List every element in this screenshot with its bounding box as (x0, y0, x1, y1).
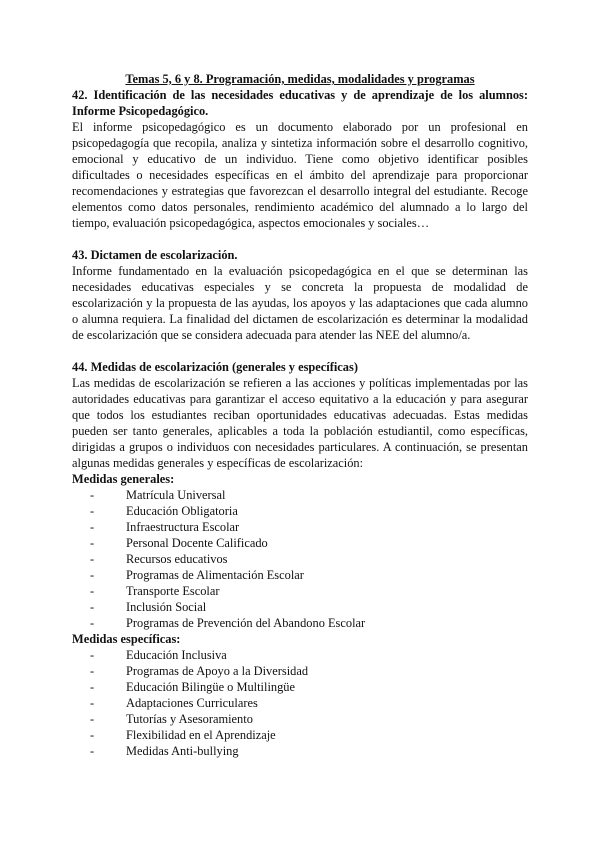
section-43-heading: 43. Dictamen de escolarización. (72, 248, 238, 262)
list-item: - Programas de Alimentación Escolar (90, 567, 528, 583)
list-item: - Transporte Escolar (90, 583, 528, 599)
list-item: - Adaptaciones Curriculares (90, 695, 528, 711)
specific-measures-label: Medidas específicas: (72, 632, 181, 646)
list-item: - Programas de Prevención del Abandono Escolar (90, 615, 528, 631)
list-item: - Infraestructura Escolar (90, 519, 528, 535)
specific-measures-list (72, 647, 528, 759)
list-item: - Personal Docente Calificado (90, 535, 528, 551)
section-43-body: Informe fundamentado en la evaluación psicopedagógica en el que se determinan las necesidades educativas especiales y se concreta la propuesta de modalidad de escolarización y la propuesta de las ayudas, los apoyos y las adaptaciones que cada alumno o alumna requiera. La finalidad del dictamen de escolarización es determinar la modalidad de escolarización que se considera adecuada para atender las NEE del alumno/a. (72, 264, 528, 342)
general-measures-label: Medidas generales: (72, 472, 175, 486)
list-item: - Educación Bilingüe o Multilingüe (90, 679, 528, 695)
list-item: - Inclusión Social (90, 599, 528, 615)
list-item: - Educación Inclusiva (90, 647, 528, 663)
list-item: - Matrícula Universal (90, 487, 528, 503)
general-measures-list (72, 487, 528, 631)
list-item: - Tutorías y Asesoramiento (90, 711, 528, 727)
spacer (72, 231, 528, 247)
list-item: - Medidas Anti-bullying (90, 743, 528, 759)
section-42-heading: 42. Identificación de las necesidades educativas y de aprendizaje de los alumnos: Informe Psicopedagógico. (72, 88, 528, 118)
section-44-body: Las medidas de escolarización se refieren a las acciones y políticas implementadas por las autoridades educativas para garantizar el acceso equitativo a la educación y para asegurar que todos los estudiantes reciban oportunidades educativas adecuadas. Estas medidas pueden ser tanto generales, aplicables a toda la población estudiantil, como específicas, dirigidas a grupos o individuos con necesidades particulares. A continuación, se presentan algunas medidas generales y específicas de escolarización: (72, 376, 528, 470)
list-item: - Programas de Apoyo a la Diversidad (90, 663, 528, 679)
page-title: Temas 5, 6 y 8. Programación, medidas, modalidades y programas (125, 72, 475, 86)
spacer (72, 343, 528, 359)
section-44-heading: 44. Medidas de escolarización (generales y específicas) (72, 360, 358, 374)
list-item: - Educación Obligatoria (90, 503, 528, 519)
section-42-body: El informe psicopedagógico es un documento elaborado por un profesional en psicopedagogía que recopila, analiza y sintetiza información sobre el desarrollo cognitivo, emocional y educativo de un individuo. Tiene como objetivo identificar posibles dificultades o necesidades específicas en el ámbito del aprendizaje para proporcionar recomendaciones y estrategias que favorezcan el desarrollo integral del estudiante. Recoge elementos como datos personales, rendimiento académico del alumnado a lo largo del tiempo, evaluación psicopedagógica, aspectos emocionales y sociales… (72, 120, 528, 230)
list-item: - Flexibilidad en el Aprendizaje (90, 727, 528, 743)
list-item: - Recursos educativos (90, 551, 528, 567)
